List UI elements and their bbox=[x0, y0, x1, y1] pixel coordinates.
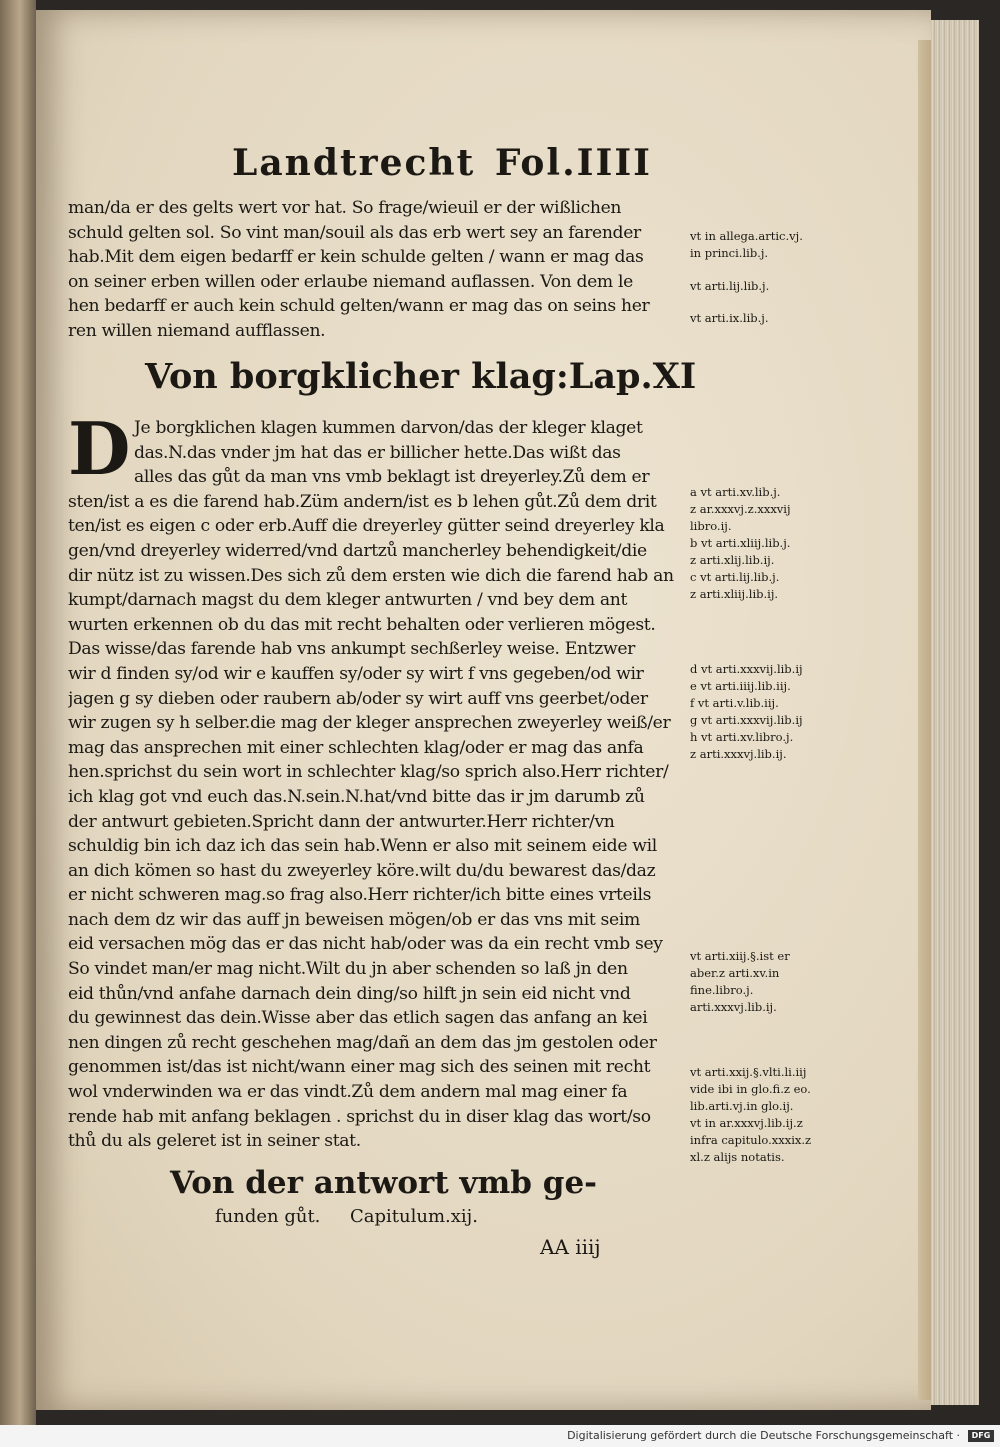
text-line: f vt arti.v.lib.iij. bbox=[690, 696, 779, 710]
text-line: alles das gůt da man vns vmb beklagt ist dreyerley.Zů dem er bbox=[134, 467, 650, 488]
text-line: arti.xxxvj.lib.ij. bbox=[690, 1000, 777, 1014]
text-line: wir zugen sy h selber.die mag der kleger ansprechen zweyerley weiß/er bbox=[68, 713, 671, 734]
folio-number: Fol.IIII bbox=[494, 142, 652, 184]
text-line: vide ibi in glo.fi.z eo. bbox=[690, 1082, 811, 1096]
text-line: kumpt/darnach magst du dem kleger antwurten / vnd bey dem ant bbox=[68, 590, 628, 611]
text-line: gen/vnd dreyerley widerred/vnd dartzů mancherley behendigkeit/die bbox=[68, 540, 647, 561]
text-line: d vt arti.xxxvij.lib.ij bbox=[690, 662, 803, 676]
text-line: lib.arti.vj.in glo.ij. bbox=[690, 1099, 794, 1113]
signature-mark: AA iiij bbox=[540, 1235, 601, 1259]
text-line: schuldig bin ich daz ich das sein hab.Wenn er also mit seinem eide wil bbox=[68, 836, 657, 857]
text-line: du gewinnest das dein.Wisse aber das etlich sagen das anfang an kei bbox=[68, 1008, 648, 1029]
text-line: wir d finden sy/od wir e kauffen sy/oder sy wirt f vns gegeben/od wir bbox=[68, 663, 644, 684]
margin-note-4 bbox=[690, 484, 830, 603]
margin-note-1 bbox=[690, 228, 830, 262]
text-line: er nicht schweren mag.so frag also.Herr richter/ich bitte eines vrteils bbox=[68, 885, 652, 906]
text-line: an dich kömen so hast du zweyerley köre.wilt du/du bewarest das/daz bbox=[68, 860, 656, 881]
margin-note-2 bbox=[690, 278, 830, 295]
page-edge-shadow bbox=[918, 40, 932, 1400]
text-line: z arti.xxxvj.lib.ij. bbox=[690, 747, 787, 761]
text-line: thů du als geleret ist in seiner stat. bbox=[68, 1131, 361, 1152]
text-line: das.N.das vnder jm hat das er billicher hette.Das wißt das bbox=[134, 442, 621, 463]
text-line: wurten erkennen ob du das mit recht behalten oder verlieren mögest. bbox=[68, 614, 656, 635]
text-line: Je borgklichen klagen kummen darvon/das der kleger klaget bbox=[134, 418, 643, 438]
running-header bbox=[232, 142, 652, 192]
text-line: a vt arti.xv.lib.j. bbox=[690, 485, 781, 499]
margin-note-6 bbox=[690, 948, 830, 1016]
text-line: vt arti.lij.lib.j. bbox=[690, 279, 770, 293]
text-block-2 bbox=[68, 406, 680, 1154]
text-line: vt in ar.xxxvj.lib.ij.z bbox=[690, 1116, 803, 1130]
text-line: hen bedarff er auch kein schuld gelten/wann er mag das on seins her bbox=[68, 296, 650, 317]
text-line: So vindet man/er mag nicht.Wilt du jn aber schenden so laß jn den bbox=[68, 959, 628, 980]
margin-note-5 bbox=[690, 661, 830, 763]
text-line: b vt arti.xliij.lib.j. bbox=[690, 536, 791, 550]
subheading-right: Capitulum.xij. bbox=[350, 1206, 478, 1227]
text-line: libro.ij. bbox=[690, 519, 732, 533]
text-line: wol vnderwinden wa er das vindt.Zů dem andern mal mag einer fa bbox=[68, 1082, 628, 1103]
text-line: ren willen niemand aufflassen. bbox=[68, 320, 326, 341]
text-line: on seiner erben willen oder erlaube niemand auflassen. Von dem le bbox=[68, 271, 633, 292]
text-line: in princi.lib.j. bbox=[690, 246, 769, 260]
footer-credit: Digitalisierung gefördert durch die Deutsche Forschungsgemeinschaft · bbox=[567, 1429, 960, 1442]
text-line: h vt arti.xv.libro.j. bbox=[690, 730, 794, 744]
text-line: vt arti.xxij.§.vlti.li.iij bbox=[690, 1065, 807, 1079]
text-line: vt arti.ix.lib.j. bbox=[690, 311, 769, 325]
text-line: aber.z arti.xv.in bbox=[690, 966, 780, 980]
page-stack-edge bbox=[931, 20, 979, 1405]
drop-capital: D bbox=[68, 406, 131, 491]
text-line: jagen g sy dieben oder raubern ab/oder sy wirt auff vns geerbet/oder bbox=[68, 688, 648, 709]
text-line: fine.libro.j. bbox=[690, 983, 754, 997]
text-line: sten/ist a es die farend hab.Züm andern/ist es b lehen gůt.Zů dem drit bbox=[68, 491, 657, 512]
text-line: e vt arti.iiij.lib.iij. bbox=[690, 679, 791, 693]
text-line: eid versachen mög das er das nicht hab/oder was da ein recht vmb sey bbox=[68, 934, 663, 955]
text-line: hen.sprichst du sein wort in schlechter klag/so sprich also.Herr richter/ bbox=[68, 762, 669, 783]
text-line: z arti.xlij.lib.ij. bbox=[690, 553, 775, 567]
chapter-heading-2: Von der antwort vmb ge- bbox=[170, 1165, 598, 1201]
text-line: z ar.xxxvj.z.xxxvij bbox=[690, 502, 791, 516]
text-block-1 bbox=[68, 196, 680, 344]
text-line: infra capitulo.xxxix.z bbox=[690, 1133, 812, 1147]
text-line: schuld gelten sol. So vint man/souil als das erb wert sey an farender bbox=[68, 222, 641, 243]
text-line: mag das ansprechen mit einer schlechten klag/oder er mag das anfa bbox=[68, 737, 644, 758]
text-line: der antwurt gebieten.Spricht dann der antwurter.Herr richter/vn bbox=[68, 811, 615, 832]
text-line: ten/ist es eigen c oder erb.Auff die dreyerley gütter seind dreyerley kla bbox=[68, 516, 665, 537]
text-line: eid thůn/vnd anfahe darnach dein ding/so hilft jn sein eid nicht vnd bbox=[68, 983, 631, 1004]
text-line: nach dem dz wir das auff jn beweisen mögen/ob er das vns mit seim bbox=[68, 909, 640, 930]
text-line: xl.z alijs notatis. bbox=[690, 1150, 785, 1164]
text-line: genommen ist/das ist nicht/wann einer mag sich des seinen mit recht bbox=[68, 1057, 651, 1078]
margin-note-7 bbox=[690, 1064, 830, 1166]
margin-note-3 bbox=[690, 310, 830, 327]
text-line: z arti.xliij.lib.ij. bbox=[690, 587, 779, 601]
text-line: dir nütz ist zu wissen.Des sich zů dem ersten wie dich die farend hab an bbox=[68, 565, 674, 586]
text-line: man/da er des gelts wert vor hat. So frage/wieuil er der wißlichen bbox=[68, 198, 622, 218]
text-line: vt arti.xiij.§.ist er bbox=[690, 949, 790, 963]
text-line: vt in allega.artic.vj. bbox=[690, 229, 803, 243]
text-line: ich klag got vnd euch das.N.sein.N.hat/vnd bitte das ir jm darumb zů bbox=[68, 786, 645, 807]
text-line: g vt arti.xxxvij.lib.ij bbox=[690, 713, 803, 727]
text-line: hab.Mit dem eigen bedarff er kein schulde gelten / wann er mag das bbox=[68, 247, 644, 268]
text-line: nen dingen zů recht geschehen mag/dañ an dem das jm gestolen oder bbox=[68, 1032, 657, 1053]
footer-bar bbox=[0, 1425, 1000, 1447]
running-title: Landtrecht bbox=[232, 142, 476, 184]
subheading-left: funden gůt. bbox=[215, 1206, 321, 1227]
chapter-heading: Von borgklicher klag:Lap.XI bbox=[145, 356, 697, 397]
text-line: c vt arti.lij.lib.j. bbox=[690, 570, 780, 584]
text-line: rende hab mit anfang beklagen . sprichst du in diser klag das wort/so bbox=[68, 1106, 651, 1127]
left-page-edge bbox=[0, 0, 36, 1425]
text-line: Das wisse/das farende hab vns ankumpt sechßerley weise. Entzwer bbox=[68, 639, 636, 660]
dfg-logo: DFG bbox=[968, 1430, 994, 1442]
